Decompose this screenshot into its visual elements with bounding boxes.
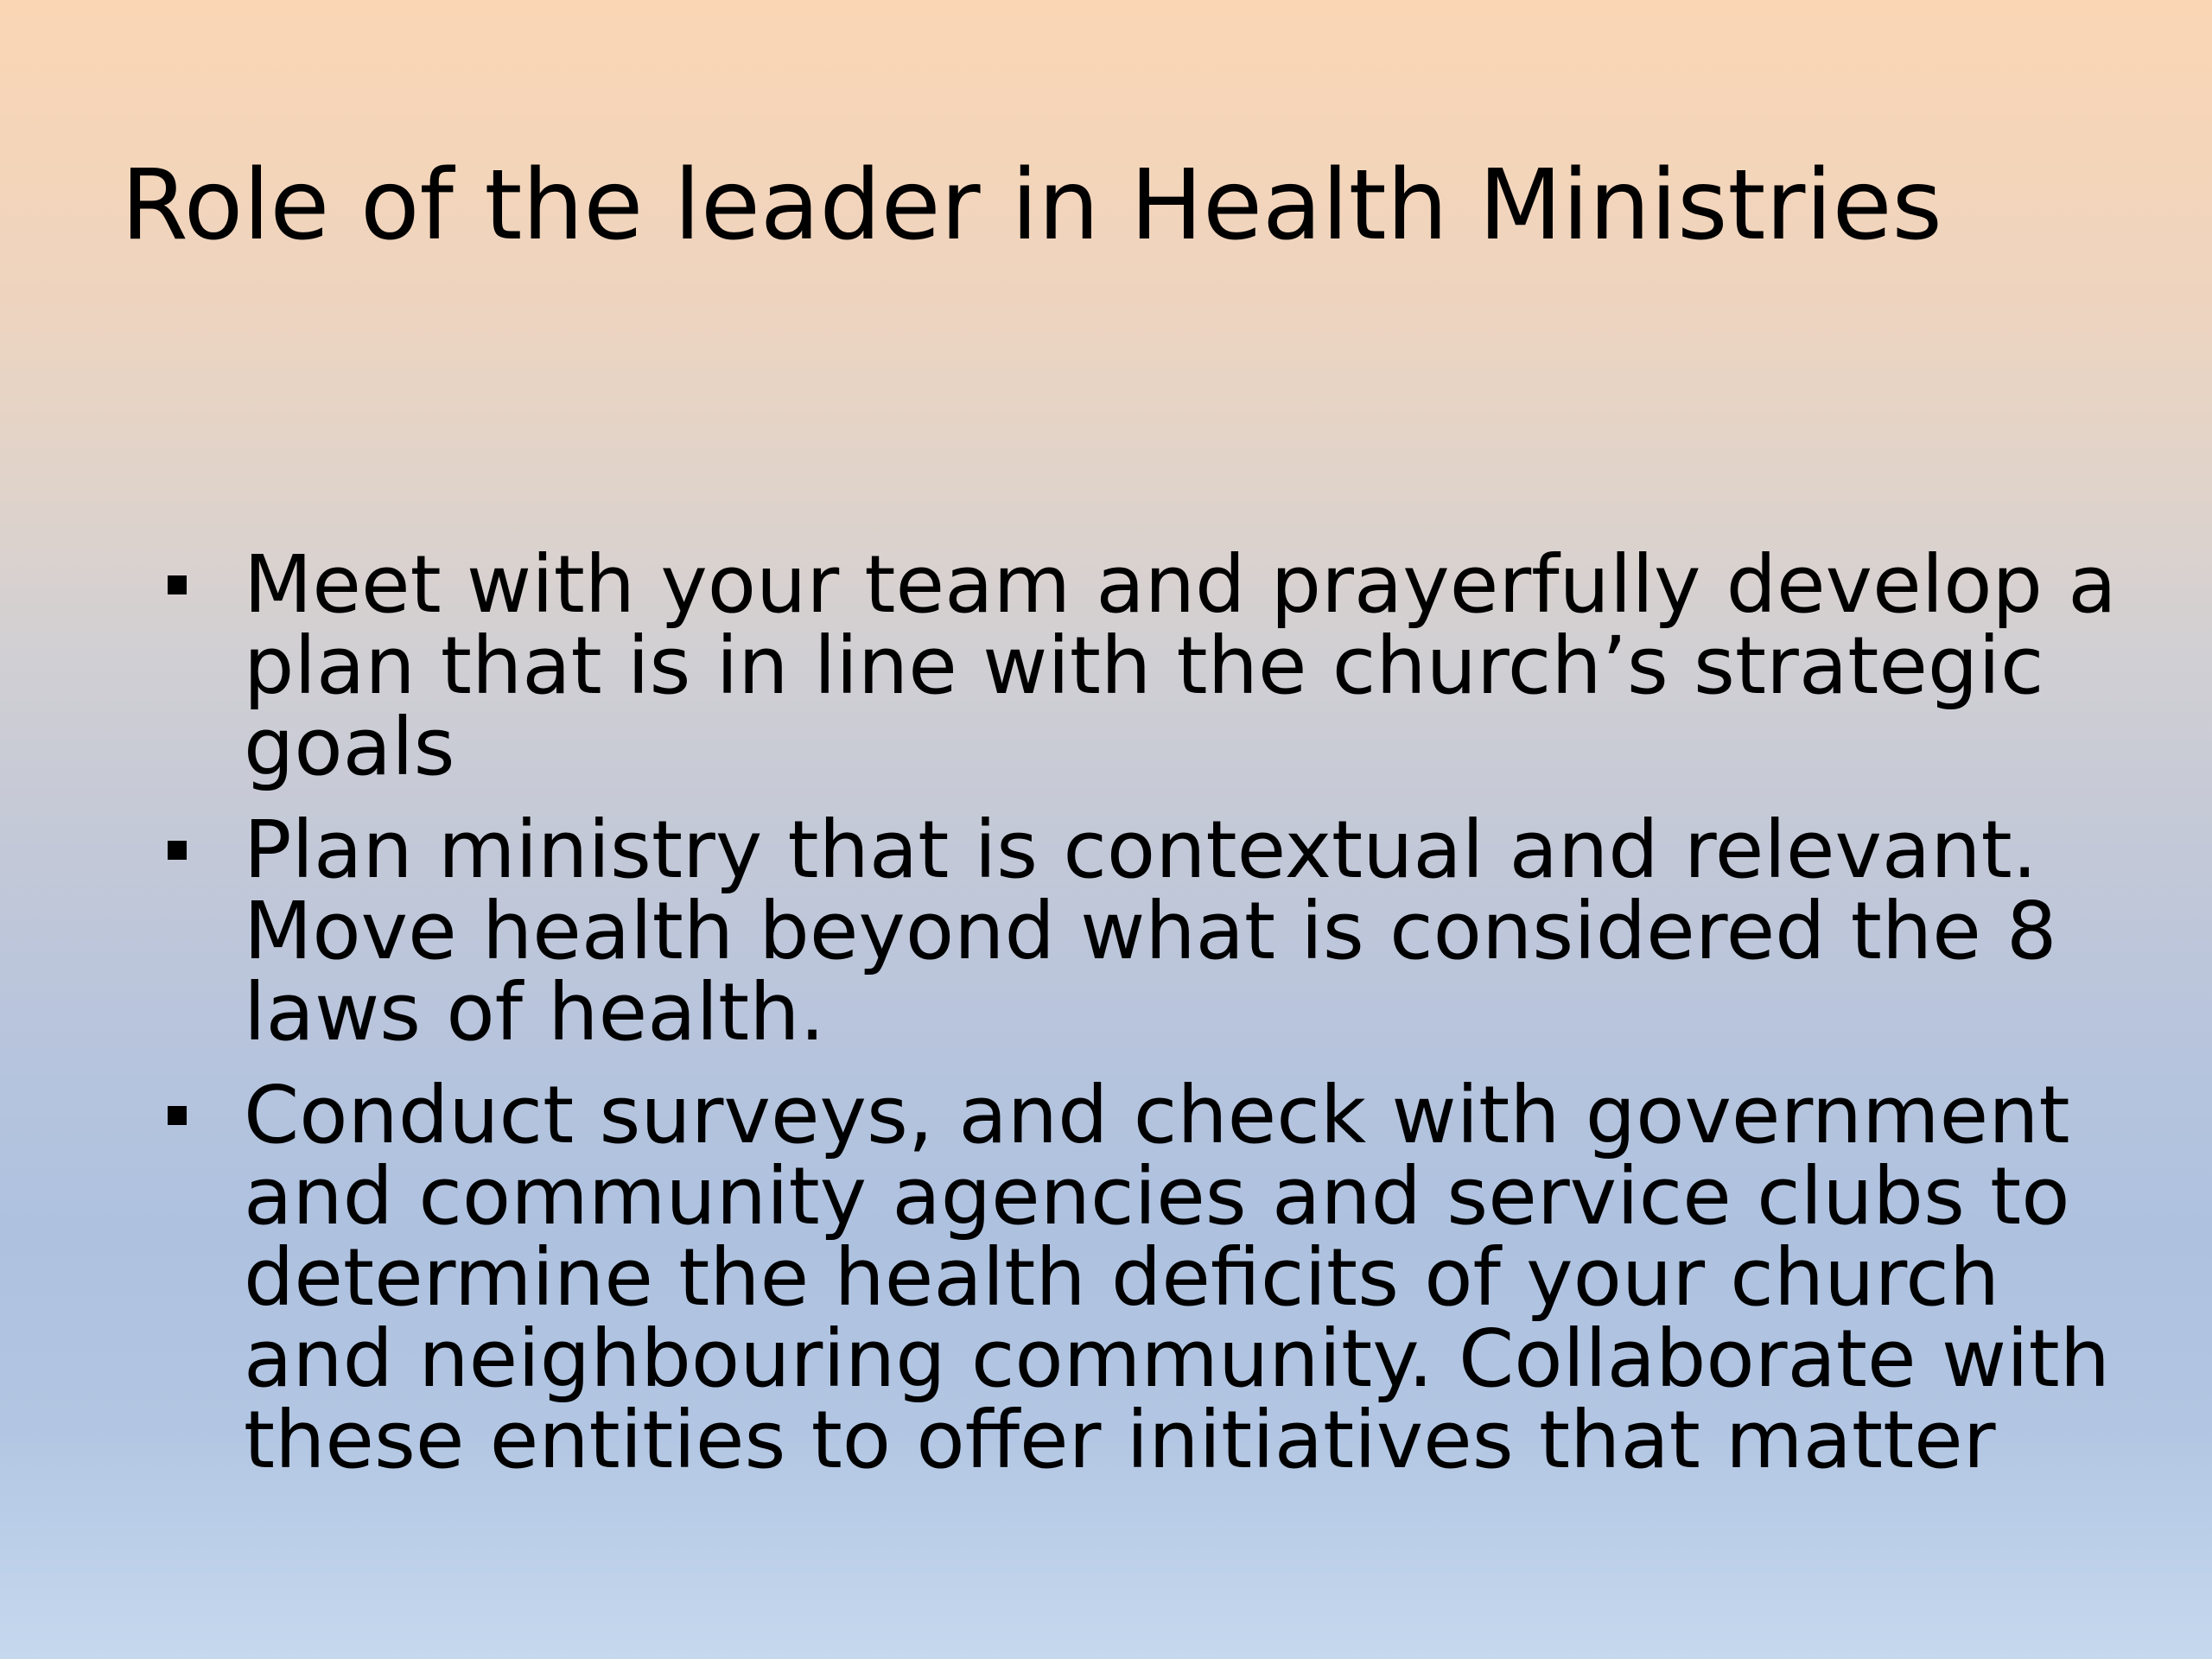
bullet-item <box>156 538 2169 793</box>
square-bullet-icon <box>168 1106 187 1125</box>
bullet-text-line: Plan ministry that is contextual and relevant. <box>244 804 2037 896</box>
bullet-text-line: plan that is in line with the church’s strategic <box>244 620 2044 712</box>
bullet-text-line: these entities to offer initiatives that matter <box>244 1394 1996 1486</box>
bullet-text-line: goals <box>244 701 455 793</box>
bullet-text-line: laws of health. <box>244 966 825 1058</box>
bullet-item <box>156 804 2169 1058</box>
square-bullet-icon <box>168 575 187 594</box>
bullet-list <box>156 538 2169 1503</box>
bullet-text-line: and neighbouring community. Collaborate with <box>244 1313 2111 1405</box>
bullet-text-line: Move health beyond what is considered the 8 <box>244 885 2057 977</box>
bullet-item <box>156 1069 2169 1486</box>
bullet-text-line: Conduct surveys, and check with government <box>244 1069 2070 1161</box>
bullet-text-line: Meet with your team and prayerfully develop a <box>244 538 2117 631</box>
bullet-text-line: determine the health deficits of your church <box>244 1231 2000 1324</box>
slide-title: Role of the leader in Health Ministries <box>121 149 1942 262</box>
square-bullet-icon <box>168 841 187 860</box>
bullet-text-line: and community agencies and service clubs to <box>244 1150 2070 1243</box>
